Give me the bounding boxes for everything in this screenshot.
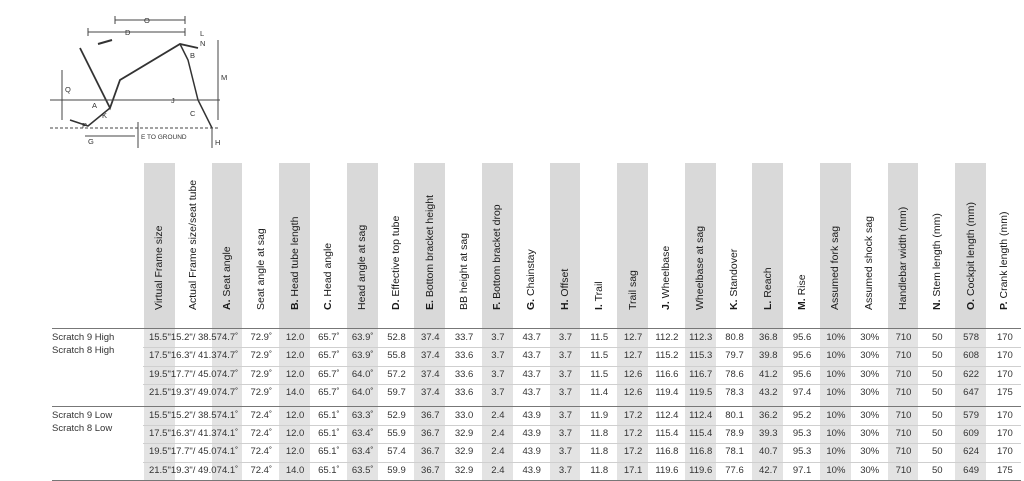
table-cell: 72.9˚ bbox=[250, 387, 273, 399]
table-cell: 710 bbox=[895, 464, 912, 476]
table-cell: 43.9 bbox=[522, 446, 541, 458]
column-title: Seat angle bbox=[220, 246, 233, 297]
table-cell: 63.5˚ bbox=[351, 464, 374, 476]
table-cell: 65.7˚ bbox=[318, 350, 340, 362]
column-title: Trail bbox=[592, 281, 605, 302]
table-cell: 36.7 bbox=[421, 428, 440, 439]
column-header bbox=[516, 163, 547, 328]
table-cell: 65.1˚ bbox=[318, 464, 340, 476]
column-letter: M. bbox=[795, 298, 808, 310]
table-cell: 11.5 bbox=[590, 350, 609, 362]
column-title: Cockpit length (mm) bbox=[964, 202, 977, 296]
table-cell: 78.1 bbox=[725, 446, 744, 458]
table-cell: 3.7 bbox=[558, 350, 573, 362]
table-cell: 609 bbox=[963, 428, 980, 439]
table-cell: 33.7 bbox=[454, 332, 474, 343]
table-cell: 72.4˚ bbox=[250, 409, 273, 421]
label-h: H bbox=[215, 138, 221, 147]
column-title: Bottom bracket height bbox=[423, 195, 436, 298]
table-cell: 3.7 bbox=[491, 350, 505, 362]
table-cell: 12.0 bbox=[285, 409, 305, 421]
table-cell: 65.7˚ bbox=[318, 387, 340, 399]
table-cell: 3.7 bbox=[491, 387, 505, 399]
label-d: D bbox=[125, 28, 131, 37]
column-letter: L. bbox=[761, 300, 774, 310]
column-header bbox=[482, 163, 513, 328]
table-cell: 32.9 bbox=[454, 446, 474, 458]
column-letter: G. bbox=[525, 298, 538, 310]
table-cell: 12.0 bbox=[285, 332, 305, 343]
table-cell: 170 bbox=[996, 446, 1013, 458]
column-header bbox=[955, 163, 986, 328]
table-cell: 11.8 bbox=[590, 428, 609, 439]
table-cell: 74.7˚ bbox=[216, 350, 239, 362]
table-cell: 116.7 bbox=[689, 368, 713, 380]
label-p: P bbox=[82, 121, 88, 130]
table-cell: 14.0 bbox=[285, 464, 305, 476]
table-cell: 74.7˚ bbox=[216, 332, 239, 343]
table-cell: 17.2 bbox=[623, 428, 643, 439]
table-cell: 3.7 bbox=[558, 368, 573, 380]
table-cell: 17.5" bbox=[148, 428, 171, 439]
column-letter: P. bbox=[998, 301, 1011, 310]
column-title: Standover bbox=[727, 248, 740, 297]
table-cell: 2.4 bbox=[491, 464, 505, 476]
table-cell: 3.7 bbox=[558, 409, 573, 421]
table-cell: 15.2"/ 38.5 bbox=[170, 332, 217, 343]
column-title: Chainstay bbox=[525, 249, 538, 296]
table-cell: 30% bbox=[860, 387, 880, 399]
table-cell: 21.5" bbox=[148, 387, 171, 399]
column-title: Actual Frame size/seat tube bbox=[187, 179, 200, 310]
table-cell: 116.8 bbox=[689, 446, 713, 458]
table-cell: 78.9 bbox=[725, 428, 744, 439]
column-title: Stem length (mm) bbox=[930, 213, 943, 297]
table-cell: 74.7˚ bbox=[216, 387, 239, 399]
table-cell: 3.7 bbox=[558, 446, 573, 458]
table-cell: 119.4 bbox=[655, 387, 679, 399]
table-cell: 37.4 bbox=[421, 332, 440, 343]
table-cell: 11.9 bbox=[590, 409, 609, 421]
column-title: Wheelbase at sag bbox=[694, 225, 707, 310]
table-cell: 19.3"/ 49.0 bbox=[170, 387, 217, 399]
column-title: Wheelbase bbox=[660, 245, 673, 299]
table-cell: 3.7 bbox=[558, 464, 573, 476]
table-cell: 12.7 bbox=[623, 350, 643, 362]
column-title: Head angle bbox=[322, 242, 335, 297]
table-cell: 65.7˚ bbox=[318, 368, 340, 380]
table-cell: 17.7"/ 45.0 bbox=[170, 446, 217, 458]
table-cell: 115.2 bbox=[655, 350, 679, 362]
table-cell: 43.9 bbox=[522, 409, 541, 421]
label-k: K bbox=[102, 111, 108, 120]
column-title: Handlebar width (mm) bbox=[896, 206, 909, 310]
table-cell: 622 bbox=[963, 368, 980, 380]
table-cell: 175 bbox=[996, 387, 1013, 399]
column-header bbox=[144, 163, 175, 328]
column-title: Rise bbox=[795, 274, 808, 296]
table-cell: 16.3"/ 41.3 bbox=[170, 350, 217, 362]
table-cell: 32.9 bbox=[454, 464, 474, 476]
table-cell: 50 bbox=[932, 387, 943, 399]
table-cell: 40.7 bbox=[759, 446, 778, 458]
column-title: Assumed shock sag bbox=[863, 216, 876, 310]
table-cell: 79.7 bbox=[725, 350, 744, 362]
column-header bbox=[921, 163, 952, 328]
column-letter: N. bbox=[930, 299, 943, 310]
table-cell: 33.6 bbox=[454, 368, 474, 380]
table-cell: 12.6 bbox=[623, 368, 643, 380]
table-cell: 12.7 bbox=[623, 332, 643, 343]
table-cell: 649 bbox=[963, 464, 980, 476]
column-title: Offset bbox=[558, 268, 571, 297]
table-cell: 72.9˚ bbox=[250, 368, 273, 380]
table-cell: 37.4 bbox=[421, 368, 440, 380]
table-cell: 710 bbox=[895, 368, 912, 380]
table-cell: 39.3 bbox=[759, 428, 778, 439]
table-cell: 11.8 bbox=[590, 464, 609, 476]
table-cell: 43.9 bbox=[522, 428, 541, 439]
table-cell: 63.4˚ bbox=[351, 446, 374, 458]
table-cell: 710 bbox=[895, 409, 912, 421]
table-cell: 33.6 bbox=[454, 350, 474, 362]
table-cell: 32.9 bbox=[454, 428, 474, 439]
table-cell: 21.5" bbox=[148, 464, 171, 476]
column-header bbox=[752, 163, 783, 328]
table-cell: 43.7 bbox=[522, 368, 541, 380]
table-cell: 65.1˚ bbox=[318, 446, 340, 458]
table-cell: 57.2 bbox=[387, 368, 406, 380]
column-title: Crank length (mm) bbox=[998, 211, 1011, 299]
column-header bbox=[448, 163, 479, 328]
table-cell: 80.8 bbox=[725, 332, 744, 343]
table-cell: 19.3"/ 49.0 bbox=[170, 464, 217, 476]
table-cell: 175 bbox=[996, 464, 1013, 476]
column-title: Trail sag bbox=[626, 270, 639, 310]
table-cell: 10% bbox=[826, 387, 846, 399]
column-title: Head angle at sag bbox=[356, 224, 369, 310]
table-cell: 63.4˚ bbox=[351, 428, 374, 439]
table-cell: 74.1˚ bbox=[216, 464, 239, 476]
table-cell: 43.2 bbox=[759, 387, 778, 399]
table-cell: 65.7˚ bbox=[318, 332, 340, 343]
column-header bbox=[685, 163, 716, 328]
table-cell: 78.6 bbox=[725, 368, 744, 380]
table-cell: 17.2 bbox=[623, 446, 643, 458]
table-cell: 80.1 bbox=[725, 409, 744, 421]
table-cell: 50 bbox=[932, 428, 943, 439]
table-cell: 112.4 bbox=[655, 409, 679, 421]
table-cell: 74.1˚ bbox=[216, 428, 239, 439]
table-cell: 72.9˚ bbox=[250, 332, 273, 343]
column-letter: I. bbox=[592, 304, 605, 310]
table-cell: 74.7˚ bbox=[216, 368, 239, 380]
table-cell: 78.3 bbox=[725, 387, 744, 399]
table-cell: 16.3"/ 41.3 bbox=[170, 428, 217, 439]
table-cell: 36.7 bbox=[421, 409, 440, 421]
table-cell: 2.4 bbox=[491, 446, 505, 458]
table-cell: 95.6 bbox=[792, 350, 812, 362]
table-cell: 170 bbox=[996, 350, 1013, 362]
table-cell: 72.4˚ bbox=[250, 464, 273, 476]
table-cell: 10% bbox=[826, 350, 846, 362]
model-name bbox=[52, 331, 114, 357]
table-cell: 97.4 bbox=[792, 387, 812, 399]
table-cell: 50 bbox=[932, 409, 943, 421]
table-cell: 97.1 bbox=[792, 464, 812, 476]
table-cell: 30% bbox=[860, 409, 880, 421]
table-cell: 30% bbox=[860, 350, 880, 362]
column-title: Head tube length bbox=[288, 216, 301, 297]
table-cell: 170 bbox=[996, 409, 1013, 421]
table-cell: 33.0 bbox=[454, 409, 474, 421]
column-header bbox=[550, 163, 581, 328]
table-cell: 17.7"/ 45.0 bbox=[170, 368, 217, 380]
table-cell: 112.3 bbox=[689, 332, 713, 343]
table-cell: 14.0 bbox=[285, 387, 305, 399]
table-cell: 116.6 bbox=[655, 368, 679, 380]
table-cell: 2.4 bbox=[491, 428, 505, 439]
table-cell: 170 bbox=[996, 368, 1013, 380]
column-title: Effective top tube bbox=[389, 215, 402, 297]
column-header bbox=[786, 163, 817, 328]
column-header bbox=[888, 163, 919, 328]
column-title: Bottom bracket drop bbox=[491, 204, 504, 299]
model-line: Scratch 9 High bbox=[52, 332, 115, 343]
column-title: Reach bbox=[761, 267, 774, 298]
table-cell: 36.2 bbox=[759, 409, 778, 421]
table-cell: 36.8 bbox=[759, 332, 778, 343]
table-cell: 43.7 bbox=[522, 332, 541, 343]
column-letter: H. bbox=[558, 299, 571, 310]
label-q: Q bbox=[65, 85, 71, 94]
table-cell: 17.1 bbox=[623, 464, 643, 476]
table-cell: 3.7 bbox=[491, 332, 505, 343]
table-cell: 37.4 bbox=[421, 350, 440, 362]
table-cell: 63.3˚ bbox=[351, 409, 374, 421]
table-cell: 10% bbox=[826, 428, 846, 439]
table-cell: 11.5 bbox=[590, 368, 609, 380]
table-cell: 11.8 bbox=[590, 446, 609, 458]
table-cell: 19.5" bbox=[148, 368, 171, 380]
table-cell: 10% bbox=[826, 332, 846, 343]
table-cell: 710 bbox=[895, 446, 912, 458]
table-cell: 39.8 bbox=[759, 350, 778, 362]
column-header bbox=[381, 163, 412, 328]
label-j: J bbox=[171, 96, 175, 105]
table-cell: 64.0˚ bbox=[351, 387, 374, 399]
table-cell: 19.5" bbox=[148, 446, 171, 458]
table-cell: 63.9˚ bbox=[351, 332, 374, 343]
table-cell: 36.7 bbox=[421, 464, 440, 476]
table-cell: 10% bbox=[826, 446, 846, 458]
table-cell: 74.1˚ bbox=[216, 446, 239, 458]
table-cell: 36.7 bbox=[421, 446, 440, 458]
column-title: BB height at sag bbox=[457, 232, 470, 310]
column-letter: C. bbox=[322, 299, 335, 310]
table-cell: 11.4 bbox=[590, 387, 609, 399]
table-cell: 72.4˚ bbox=[250, 428, 273, 439]
table-cell: 119.6 bbox=[689, 464, 713, 476]
label-a: A bbox=[92, 101, 98, 110]
table-cell: 12.0 bbox=[285, 350, 305, 362]
table-cell: 116.8 bbox=[655, 446, 679, 458]
table-cell: 42.7 bbox=[759, 464, 778, 476]
table-cell: 50 bbox=[932, 332, 943, 343]
model-line: Scratch 8 High bbox=[52, 345, 115, 356]
table-cell: 710 bbox=[895, 350, 912, 362]
column-header bbox=[854, 163, 885, 328]
column-header bbox=[617, 163, 648, 328]
table-cell: 15.5" bbox=[148, 409, 171, 421]
table-cell: 59.7 bbox=[387, 387, 406, 399]
table-cell: 15.2"/ 38.5 bbox=[170, 409, 217, 421]
table-cell: 578 bbox=[963, 332, 980, 343]
column-letter: B. bbox=[288, 299, 301, 310]
table-cell: 30% bbox=[860, 446, 880, 458]
table-cell: 65.1˚ bbox=[318, 409, 340, 421]
model-line: Scratch 8 Low bbox=[52, 422, 113, 434]
label-l: L bbox=[200, 29, 205, 38]
column-header bbox=[245, 163, 276, 328]
table-cell: 30% bbox=[860, 464, 880, 476]
table-cell: 33.6 bbox=[454, 387, 474, 399]
table-cell: 43.7 bbox=[522, 387, 541, 399]
column-header bbox=[583, 163, 614, 328]
label-n: N bbox=[200, 39, 206, 48]
table-cell: 57.4 bbox=[387, 446, 406, 458]
table-cell: 43.7 bbox=[522, 350, 541, 362]
column-header bbox=[989, 163, 1020, 328]
column-letter: E. bbox=[423, 300, 436, 310]
table-cell: 95.2 bbox=[792, 409, 812, 421]
table-cell: 12.0 bbox=[285, 428, 305, 439]
table-cell: 115.4 bbox=[655, 428, 679, 439]
column-title: Seat angle at sag bbox=[254, 228, 267, 310]
label-g: G bbox=[88, 137, 94, 146]
table-cell: 59.9 bbox=[387, 464, 406, 476]
table-cell: 72.9˚ bbox=[250, 350, 273, 362]
table-cell: 52.9 bbox=[387, 409, 406, 421]
table-cell: 710 bbox=[895, 387, 912, 399]
table-cell: 115.4 bbox=[689, 428, 713, 439]
table-cell: 72.4˚ bbox=[250, 446, 273, 458]
table-cell: 55.8 bbox=[387, 350, 406, 362]
table-cell: 95.6 bbox=[792, 332, 812, 343]
table-cell: 15.5" bbox=[148, 332, 171, 343]
table-cell: 52.8 bbox=[387, 332, 406, 343]
label-b: B bbox=[190, 51, 196, 60]
column-letter: K. bbox=[727, 299, 740, 310]
table-cell: 37.4 bbox=[421, 387, 440, 399]
table-cell: 95.3 bbox=[792, 446, 812, 458]
model-name bbox=[52, 409, 112, 435]
label-e-to-ground: E TO GROUND bbox=[141, 134, 187, 141]
column-header bbox=[313, 163, 344, 328]
table-cell: 12.6 bbox=[623, 387, 643, 399]
table-cell: 43.9 bbox=[522, 464, 541, 476]
label-c: C bbox=[190, 109, 196, 118]
table-cell: 112.2 bbox=[655, 332, 679, 343]
column-header bbox=[279, 163, 310, 328]
table-cell: 64.0˚ bbox=[351, 368, 374, 380]
column-header bbox=[178, 163, 209, 328]
table-cell: 50 bbox=[932, 368, 943, 380]
column-letter: F. bbox=[491, 301, 504, 310]
table-cell: 10% bbox=[826, 464, 846, 476]
table-cell: 95.3 bbox=[792, 428, 812, 439]
column-header bbox=[347, 163, 378, 328]
table-cell: 3.7 bbox=[558, 428, 573, 439]
table-cell: 30% bbox=[860, 428, 880, 439]
table-cell: 55.9 bbox=[387, 428, 406, 439]
model-line: Scratch 9 Low bbox=[52, 409, 113, 421]
table-cell: 30% bbox=[860, 368, 880, 380]
table-cell: 17.5" bbox=[148, 350, 171, 362]
table-cell: 12.0 bbox=[285, 446, 305, 458]
table-cell: 30% bbox=[860, 332, 880, 343]
table-cell: 12.0 bbox=[285, 368, 305, 380]
column-title: Virtual Frame size bbox=[153, 225, 166, 310]
column-letter: D. bbox=[389, 299, 402, 310]
table-cell: 63.9˚ bbox=[351, 350, 374, 362]
table-cell: 95.6 bbox=[792, 368, 812, 380]
table-cell: 624 bbox=[963, 446, 980, 458]
column-letter: O. bbox=[964, 298, 977, 310]
table-cell: 647 bbox=[963, 387, 980, 399]
table-cell: 115.3 bbox=[689, 350, 713, 362]
column-header bbox=[414, 163, 445, 328]
table-cell: 65.1˚ bbox=[318, 428, 340, 439]
table-cell: 710 bbox=[895, 332, 912, 343]
table-cell: 3.7 bbox=[491, 368, 505, 380]
table-cell: 11.5 bbox=[590, 332, 609, 343]
table-cell: 579 bbox=[963, 409, 980, 421]
table-cell: 10% bbox=[826, 409, 846, 421]
table-cell: 41.2 bbox=[759, 368, 778, 380]
table-cell: 608 bbox=[963, 350, 980, 362]
table-cell: 2.4 bbox=[491, 409, 505, 421]
table-cell: 112.4 bbox=[689, 409, 713, 421]
column-letter: A. bbox=[220, 299, 233, 310]
table-cell: 170 bbox=[996, 428, 1013, 439]
table-cell: 170 bbox=[996, 332, 1013, 343]
column-header bbox=[719, 163, 750, 328]
label-o: O bbox=[144, 16, 150, 25]
table-cell: 710 bbox=[895, 428, 912, 439]
table-cell: 3.7 bbox=[558, 332, 573, 343]
column-header bbox=[820, 163, 851, 328]
column-letter: J. bbox=[660, 301, 673, 310]
table-cell: 119.6 bbox=[655, 464, 679, 476]
table-cell: 50 bbox=[932, 446, 943, 458]
table-cell: 77.6 bbox=[725, 464, 744, 476]
table-cell: 10% bbox=[826, 368, 846, 380]
column-header bbox=[212, 163, 243, 328]
table-cell: 74.1˚ bbox=[216, 409, 239, 421]
label-m: M bbox=[221, 73, 228, 82]
column-header bbox=[651, 163, 682, 328]
column-title: Assumed fork sag bbox=[829, 225, 842, 310]
table-cell: 50 bbox=[932, 350, 943, 362]
table-cell: 50 bbox=[932, 464, 943, 476]
table-cell: 17.2 bbox=[623, 409, 643, 421]
table-cell: 119.5 bbox=[689, 387, 713, 399]
table-cell: 3.7 bbox=[558, 387, 573, 399]
